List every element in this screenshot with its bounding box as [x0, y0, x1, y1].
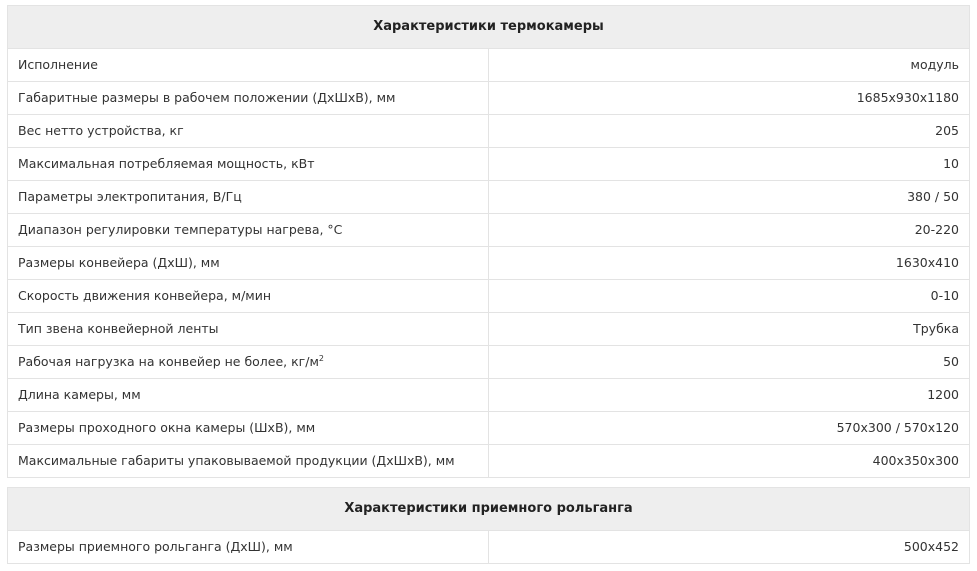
- table-row: [8, 445, 970, 478]
- table-header-row: [8, 488, 970, 531]
- spec-label-window-dimensions: Размеры проходного окна камеры (ШхВ), мм: [8, 412, 489, 445]
- roller-table-spec-table: [7, 487, 970, 564]
- table-header-row: [8, 6, 970, 49]
- spec-value-conveyor-load: 50: [489, 346, 970, 379]
- spec-label-temperature-range: Диапазон регулировки температуры нагрева, °С: [8, 214, 489, 247]
- table-row: [8, 148, 970, 181]
- spec-value-temperature-range: 20-220: [489, 214, 970, 247]
- table-row: [8, 214, 970, 247]
- spec-value-conveyor-dimensions: 1630x410: [489, 247, 970, 280]
- thermo-chamber-spec-table: [7, 5, 970, 478]
- spec-value-belt-link-type: Трубка: [489, 313, 970, 346]
- table-row: [8, 379, 970, 412]
- spec-label-net-weight: Вес нетто устройства, кг: [8, 115, 489, 148]
- table-row: [8, 181, 970, 214]
- spec-label-power-supply: Параметры электропитания, В/Гц: [8, 181, 489, 214]
- spec-label-conveyor-speed: Скорость движения конвейера, м/мин: [8, 280, 489, 313]
- spec-value-max-power: 10: [489, 148, 970, 181]
- spec-label-conveyor-load-superscript: 2: [318, 353, 324, 363]
- spec-value-roller-dimensions: 500x452: [489, 531, 970, 564]
- spec-label-conveyor-load: [8, 346, 489, 379]
- spec-label-working-dimensions: Габаритные размеры в рабочем положении (ДхШхВ), мм: [8, 82, 489, 115]
- spec-label-max-product-size: Максимальные габариты упаковываемой продукции (ДхШхВ), мм: [8, 445, 489, 478]
- spec-value-window-dimensions: 570x300 / 570x120: [489, 412, 970, 445]
- table-row: [8, 247, 970, 280]
- spec-value-execution: модуль: [489, 49, 970, 82]
- spec-value-max-product-size: 400x350x300: [489, 445, 970, 478]
- table-row: [8, 280, 970, 313]
- spec-value-working-dimensions: 1685x930x1180: [489, 82, 970, 115]
- spec-label-conveyor-load-text: Рабочая нагрузка на конвейер не более, кг/м: [18, 354, 319, 369]
- spec-label-conveyor-dimensions: Размеры конвейера (ДхШ), мм: [8, 247, 489, 280]
- spec-value-conveyor-speed: 0-10: [489, 280, 970, 313]
- spec-value-power-supply: 380 / 50: [489, 181, 970, 214]
- spec-label-belt-link-type: Тип звена конвейерной ленты: [8, 313, 489, 346]
- table-row: [8, 82, 970, 115]
- table-row: [8, 412, 970, 445]
- thermo-chamber-section-title: Характеристики термокамеры: [8, 6, 970, 49]
- table-row: [8, 313, 970, 346]
- roller-table-section-title: Характеристики приемного рольганга: [8, 488, 970, 531]
- spec-label-roller-dimensions: Размеры приемного рольганга (ДхШ), мм: [8, 531, 489, 564]
- table-row: [8, 531, 970, 564]
- spec-value-net-weight: 205: [489, 115, 970, 148]
- table-row: [8, 115, 970, 148]
- spec-label-max-power: Максимальная потребляемая мощность, кВт: [8, 148, 489, 181]
- spec-label-chamber-length: Длина камеры, мм: [8, 379, 489, 412]
- table-row: [8, 346, 970, 379]
- table-row: [8, 49, 970, 82]
- spec-label-execution: Исполнение: [8, 49, 489, 82]
- spec-value-chamber-length: 1200: [489, 379, 970, 412]
